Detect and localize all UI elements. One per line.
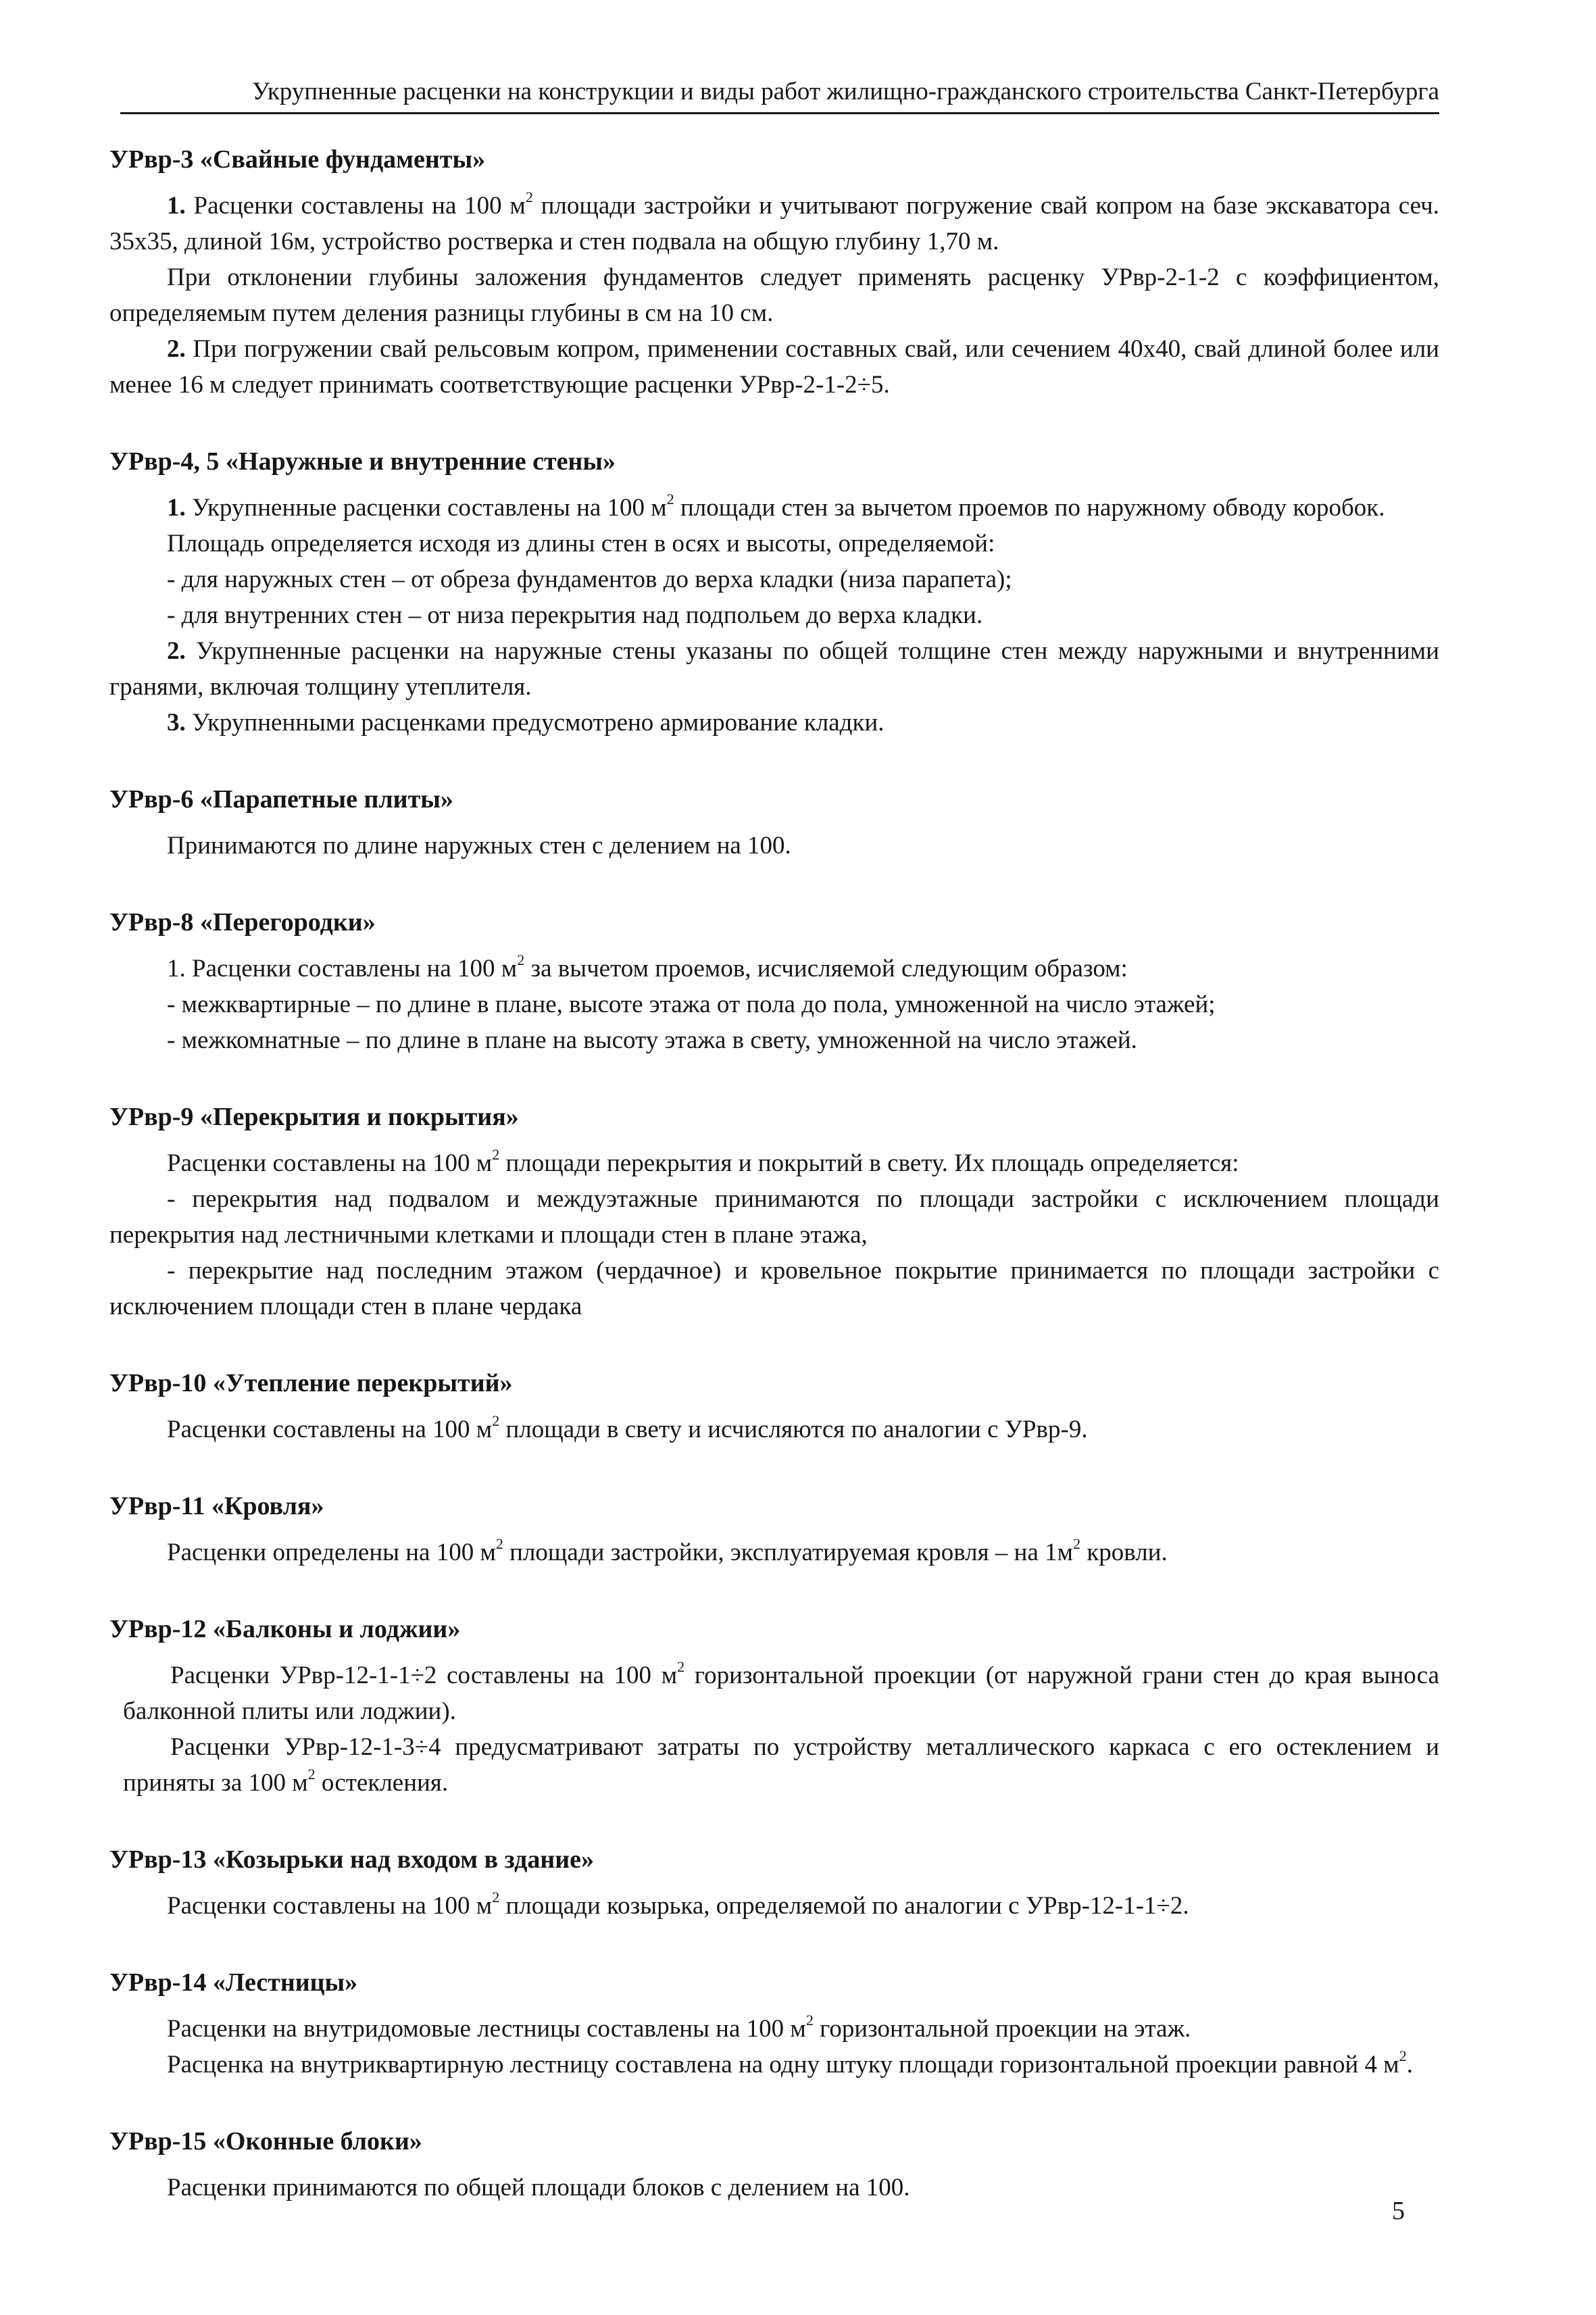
paragraph-text: - межквартирные – по длине в плане, высоте этажа от пола до пола, умноженной на число этажей; — [167, 991, 1216, 1018]
paragraph — [109, 1412, 1439, 1447]
paragraph — [109, 987, 1439, 1022]
paragraph-text: - перекрытие над последним этажом (чердачное) и кровельное покрытие принимается по площади застройки с исключением площади стен в плане чердака — [109, 1257, 1439, 1320]
section-title: УРвр-4, 5 «Наружные и внутренние стены» — [109, 447, 616, 476]
paragraph — [109, 1253, 1439, 1324]
paragraph — [109, 705, 1439, 741]
paragraph-text: - перекрытия над подвалом и междуэтажные принимаются по площади застройки с исключением площади перекрытия над лестничными клетками и площади стен в плане этажа, — [109, 1185, 1439, 1249]
section-title: УРвр-15 «Оконные блоки» — [109, 2127, 422, 2156]
document-body — [109, 143, 1439, 2248]
header-rule — [120, 112, 1439, 114]
paragraph-text: 1. Расценки составлены на 100 $м^2$ за вычетом проемов, исчисляемой следующим образом: — [167, 951, 1128, 982]
paragraph — [109, 828, 1439, 864]
paragraph — [109, 2011, 1439, 2047]
paragraph — [109, 633, 1439, 705]
paragraph-text: Расценки УРвр-12-1-1÷2 составлены на 100 $м^2$ горизонтальной проекции (от наружной грани стен до края выноса балконной плиты или лоджии). — [123, 1658, 1440, 1725]
paragraph-text: Расценки составлены на 100 $м^2$ площади перекрытия и покрытий в свету. Их площадь определяется: — [167, 1145, 1239, 1177]
clause-number: 1. — [167, 192, 186, 220]
paragraph — [109, 1535, 1439, 1570]
section-title: УРвр-14 «Лестницы» — [109, 1968, 358, 1997]
section-title: УРвр-3 «Свайные фундаменты» — [109, 145, 486, 174]
clause-number: 2. — [167, 637, 186, 665]
clause-number: 2. — [167, 335, 186, 363]
paragraph-text: Площадь определяется исходя из длины стен в осях и высоты, определяемой: — [167, 530, 995, 557]
paragraph — [109, 1729, 1439, 1801]
paragraph-text: При отклонении глубины заложения фундаментов следует применять расценку УРвр-2-1-2 с коэффициентом, определяемым путем деления разницы глубины в см на 10 см. — [109, 264, 1439, 327]
paragraph-text: - для внутренних стен – от низа перекрытия над подпольем до верха кладки. — [167, 601, 983, 629]
paragraph-text: Расценки принимаются по общей площади блоков с делением на 100. — [167, 2174, 910, 2201]
paragraph — [109, 188, 1439, 259]
paragraph — [109, 490, 1439, 526]
section-urvr-4-5 — [109, 445, 1439, 741]
section-title: УРвр-6 «Парапетные плиты» — [109, 785, 453, 814]
paragraph-text: - для наружных стен – от обреза фундаментов до верха кладки (низа парапета); — [167, 566, 1012, 593]
section-urvr-12 — [109, 1613, 1439, 1801]
paragraph-text: Расценка на внутриквартирную лестницу составлена на одну штуку площади горизонтальной проекции равной 4 $м^2$. — [167, 2047, 1413, 2078]
section-title: УРвр-11 «Кровля» — [109, 1492, 324, 1520]
paragraph-text: Укрупненные расценки на наружные стены указаны по общей толщине стен между наружными и внутренними гранями, включая толщину утеплителя. — [109, 637, 1439, 701]
section-urvr-14 — [109, 1966, 1439, 2083]
section-urvr-9 — [109, 1101, 1439, 1324]
paragraph — [109, 1888, 1439, 1924]
section-title: УРвр-13 «Козырьки над входом в здание» — [109, 1845, 594, 1874]
section-urvr-11 — [109, 1490, 1439, 1570]
paragraph-text: - межкомнатные – по длине в плане на высоту этажа в свету, умноженной на число этажей. — [167, 1026, 1137, 1054]
section-title: УРвр-10 «Утепление перекрытий» — [109, 1369, 513, 1397]
paragraph — [109, 331, 1439, 403]
paragraph-text: Принимаются по длине наружных стен с делением на 100. — [167, 832, 791, 860]
paragraph-text: Расценки составлены на 100 $м^2$ площади застройки и учитывают погружение свай копром на базе экскаватора сеч. 35х35, длиной 16м, устройство ростверка и стен подвала на общую глубину 1,70 м. — [109, 188, 1440, 255]
paragraph — [109, 1022, 1439, 1058]
section-urvr-10 — [109, 1367, 1439, 1447]
paragraph-text: Расценки составлены на 100 $м^2$ площади козырька, определяемой по аналогии с УРвр-12-1-1÷2. — [167, 1888, 1189, 1920]
section-title: УРвр-12 «Балконы и лоджии» — [109, 1615, 461, 1643]
running-header: Укрупненные расценки на конструкции и виды работ жилищно-гражданского строительства Санкт-Петербурга — [251, 78, 1439, 105]
section-urvr-6 — [109, 783, 1439, 864]
paragraph — [109, 259, 1439, 331]
paragraph — [109, 597, 1439, 633]
section-urvr-15 — [109, 2125, 1439, 2206]
paragraph — [109, 951, 1439, 987]
paragraph — [109, 1181, 1439, 1253]
paragraph-text: Расценки УРвр-12-1-3÷4 предусматривают затраты по устройству металлического каркаса с его остеклением и приняты за 100 $м^2$ остекления. — [123, 1733, 1439, 1797]
section-urvr-8 — [109, 906, 1439, 1058]
paragraph-text: Расценки определены на 100 $м^2$ площади застройки, эксплуатируемая кровля – на $1м^2$ кровли. — [167, 1535, 1168, 1566]
paragraph — [109, 1658, 1439, 1729]
paragraph — [109, 562, 1439, 597]
paragraph-text: Расценки составлены на 100 $м^2$ площади в свету и исчисляются по аналогии с УРвр-9. — [167, 1412, 1088, 1443]
paragraph-text: Расценки на внутридомовые лестницы составлены на 100 $м^2$ горизонтальной проекции на этаж. — [167, 2011, 1191, 2043]
paragraph — [109, 2047, 1439, 2083]
page-number: 5 — [1392, 2197, 1405, 2225]
paragraph — [109, 526, 1439, 562]
clause-number: 3. — [167, 709, 186, 737]
section-urvr-13 — [109, 1843, 1439, 1924]
section-title: УРвр-8 «Перегородки» — [109, 908, 376, 937]
paragraph-text: Укрупненными расценками предусмотрено армирование кладки. — [192, 709, 884, 737]
clause-number: 1. — [167, 494, 186, 522]
paragraph-text: При погружении свай рельсовым копром, применении составных свай, или сечением 40х40, свай длиной более или менее 16 м следует принимать соответствующие расценки УРвр-2-1-2÷5. — [109, 335, 1439, 399]
paragraph-text: Укрупненные расценки составлены на 100 $м^2$ площади стен за вычетом проемов по наружному обводу коробок. — [192, 490, 1385, 522]
paragraph — [109, 2170, 1439, 2206]
section-title: УРвр-9 «Перекрытия и покрытия» — [109, 1103, 519, 1131]
paragraph — [109, 1145, 1439, 1181]
section-urvr-3 — [109, 143, 1439, 403]
